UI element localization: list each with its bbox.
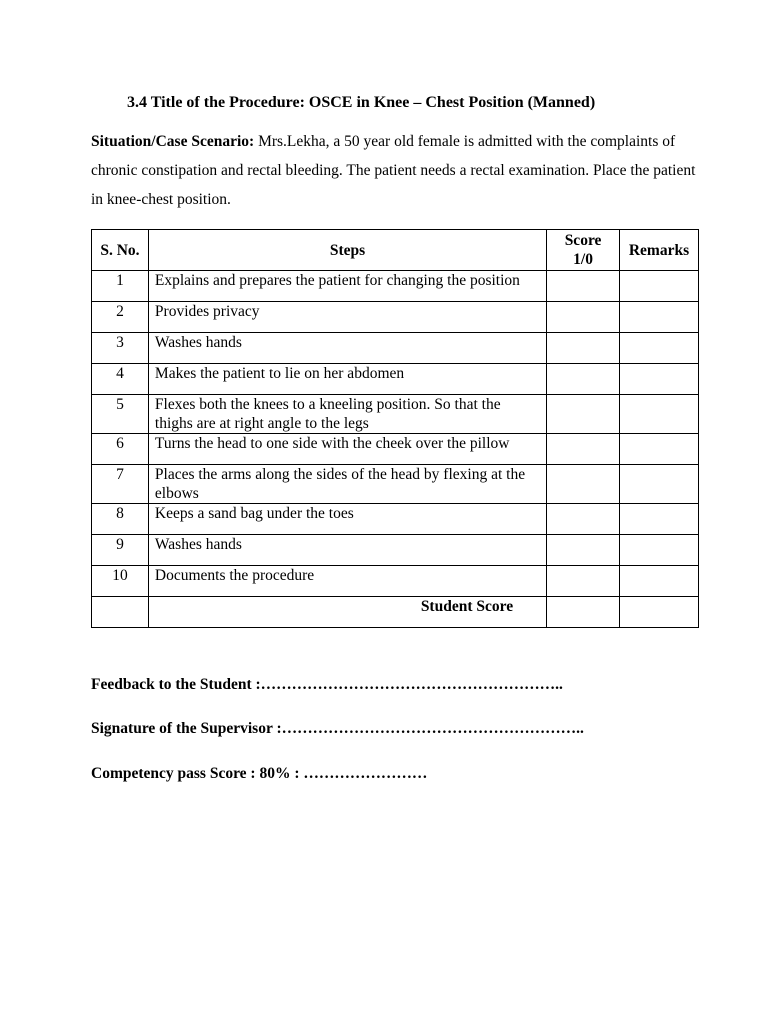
row-remarks-cell[interactable] — [620, 566, 699, 597]
competency-score-line[interactable]: Competency pass Score : 80% : …………………… — [91, 765, 428, 782]
row-remarks-cell[interactable] — [620, 535, 699, 566]
feedback-line[interactable]: Feedback to the Student :………………………………………………….. — [91, 676, 563, 693]
procedure-steps-table — [91, 229, 699, 628]
header-steps: Steps — [148, 230, 546, 271]
table-row — [92, 434, 699, 465]
row-remarks-cell[interactable] — [620, 302, 699, 333]
row-score-cell[interactable] — [547, 395, 620, 434]
row-sno: 5 — [92, 395, 149, 434]
row-sno: 10 — [92, 566, 149, 597]
row-step: Provides privacy — [148, 302, 546, 333]
row-score-cell[interactable] — [547, 333, 620, 364]
row-score-cell[interactable] — [547, 434, 620, 465]
table-row — [92, 504, 699, 535]
header-remarks: Remarks — [620, 230, 699, 271]
row-remarks-cell[interactable] — [620, 465, 699, 504]
row-score-cell[interactable] — [547, 566, 620, 597]
row-remarks-cell[interactable] — [620, 271, 699, 302]
row-sno: 1 — [92, 271, 149, 302]
row-score-cell[interactable] — [547, 465, 620, 504]
row-step: Documents the procedure — [148, 566, 546, 597]
row-sno: 3 — [92, 333, 149, 364]
row-sno: 9 — [92, 535, 149, 566]
row-step: Washes hands — [148, 535, 546, 566]
student-score-label: Student Score — [148, 597, 546, 628]
case-scenario — [91, 127, 701, 214]
row-score-cell[interactable] — [547, 271, 620, 302]
table-row — [92, 333, 699, 364]
row-step: Keeps a sand bag under the toes — [148, 504, 546, 535]
student-score-value-cell[interactable] — [547, 597, 620, 628]
table-row — [92, 364, 699, 395]
header-sno: S. No. — [92, 230, 149, 271]
row-step: Explains and prepares the patient for changing the position — [148, 271, 546, 302]
row-remarks-cell[interactable] — [620, 364, 699, 395]
row-step: Makes the patient to lie on her abdomen — [148, 364, 546, 395]
table-row — [92, 395, 699, 434]
header-score-line2: 1/0 — [573, 251, 593, 268]
header-score-line1: Score — [564, 232, 602, 249]
procedure-title: 3.4 Title of the Procedure: OSCE in Knee – Chest Position (Manned) — [127, 94, 596, 111]
row-sno: 8 — [92, 504, 149, 535]
row-remarks-cell[interactable] — [620, 333, 699, 364]
total-sno-cell — [92, 597, 149, 628]
table-row — [92, 566, 699, 597]
row-score-cell[interactable] — [547, 504, 620, 535]
row-remarks-cell[interactable] — [620, 434, 699, 465]
row-step: Places the arms along the sides of the head by flexing at the elbows — [148, 465, 546, 504]
table-row — [92, 271, 699, 302]
header-score — [547, 230, 620, 271]
row-step: Turns the head to one side with the cheek over the pillow — [148, 434, 546, 465]
scenario-label: Situation/Case Scenario: — [91, 133, 255, 150]
table-row — [92, 302, 699, 333]
table-row — [92, 465, 699, 504]
student-score-row — [92, 597, 699, 628]
row-sno: 7 — [92, 465, 149, 504]
row-score-cell[interactable] — [547, 535, 620, 566]
supervisor-signature-line[interactable]: Signature of the Supervisor :………………………………………………….. — [91, 720, 584, 737]
row-score-cell[interactable] — [547, 302, 620, 333]
row-step: Washes hands — [148, 333, 546, 364]
student-score-remarks-cell[interactable] — [620, 597, 699, 628]
row-sno: 6 — [92, 434, 149, 465]
table-row — [92, 535, 699, 566]
row-sno: 2 — [92, 302, 149, 333]
row-remarks-cell[interactable] — [620, 504, 699, 535]
scenario-text: Mrs.Lekha, a 50 year old female is admitted with the complaints of chronic constipation and rectal bleeding. The patient needs a rectal examination. Place the patient in knee-chest position. — [91, 133, 696, 208]
row-step: Flexes both the knees to a kneeling position. So that the thighs are at right angle to the legs — [148, 395, 546, 434]
row-remarks-cell[interactable] — [620, 395, 699, 434]
row-score-cell[interactable] — [547, 364, 620, 395]
table-header-row — [92, 230, 699, 271]
row-sno: 4 — [92, 364, 149, 395]
